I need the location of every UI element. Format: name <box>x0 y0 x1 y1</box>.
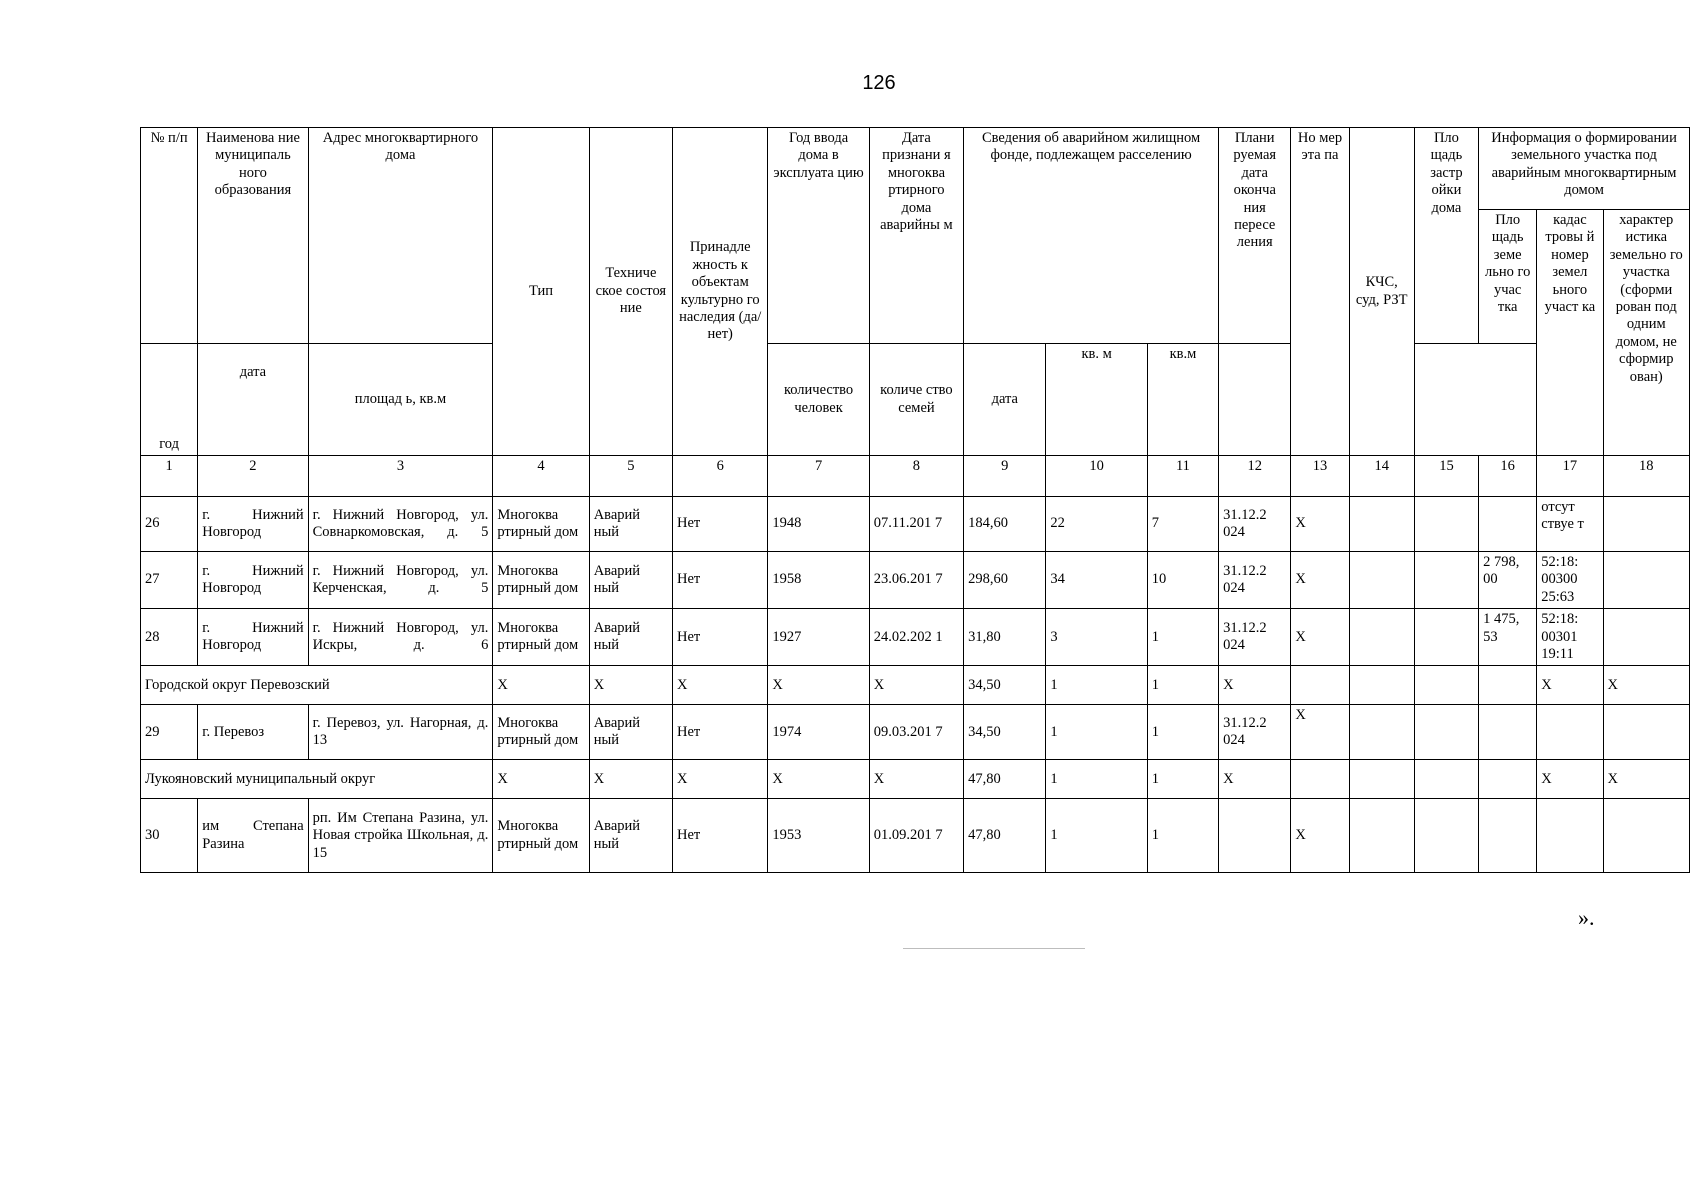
column-number: 7 <box>768 456 869 497</box>
group-date: Х <box>869 666 963 705</box>
row-state: Аварий ный <box>589 799 672 873</box>
row-heritage: Нет <box>673 497 768 552</box>
group-built-area <box>1414 760 1478 799</box>
column-number: 16 <box>1479 456 1537 497</box>
group-cadastral: Х <box>1537 760 1603 799</box>
row-year: 1953 <box>768 799 869 873</box>
row-year: 1927 <box>768 609 869 666</box>
group-type: Х <box>493 666 589 705</box>
group-families: 1 <box>1147 760 1218 799</box>
row-stage: Х <box>1291 552 1349 609</box>
row-land-characteristic <box>1603 552 1689 609</box>
column-number: 12 <box>1219 456 1291 497</box>
header-municipality: Наименова ние муниципаль ного образования <box>198 128 308 344</box>
row-stage: Х <box>1291 497 1349 552</box>
row-area: 47,80 <box>964 799 1046 873</box>
row-heritage: Нет <box>673 552 768 609</box>
header-land-group: Информация о формировании земельного участка под аварийным многоквартирным домом <box>1479 128 1690 210</box>
table-row <box>141 497 1690 552</box>
row-planned: 31.12.2 024 <box>1219 609 1291 666</box>
header-year: Год ввода дома в эксплуата цию <box>768 128 869 344</box>
group-date: Х <box>869 760 963 799</box>
group-heritage: Х <box>673 666 768 705</box>
row-land-area: 1 475, 53 <box>1479 609 1537 666</box>
row-address: г. Нижний Новгород, ул. Совнаркомовская, д. 5 <box>308 497 493 552</box>
header-families: количе ство семей <box>869 344 963 456</box>
row-type: Многоква ртирный дом <box>493 705 589 760</box>
page-number: 126 <box>862 72 896 94</box>
group-area: 47,80 <box>964 760 1046 799</box>
row-built-area <box>1414 609 1478 666</box>
row-planned <box>1219 799 1291 873</box>
group-land-area <box>1479 666 1537 705</box>
column-number: 6 <box>673 456 768 497</box>
row-cadastral <box>1537 705 1603 760</box>
group-label: Лукояновский муниципальный округ <box>141 760 493 799</box>
header-built-area: Пло щадь застр ойки дома <box>1414 128 1478 344</box>
row-area: 298,60 <box>964 552 1046 609</box>
separator-line <box>903 948 1085 949</box>
closing-quote-mark: ». <box>1578 905 1595 930</box>
group-state: Х <box>589 666 672 705</box>
column-number: 3 <box>308 456 493 497</box>
row-families: 1 <box>1147 799 1218 873</box>
row-people: 1 <box>1046 705 1147 760</box>
group-year: Х <box>768 666 869 705</box>
row-land-area <box>1479 799 1537 873</box>
row-cadastral: отсут ствуе т <box>1537 497 1603 552</box>
column-number: 4 <box>493 456 589 497</box>
row-municipality: г. Нижний Новгород <box>198 497 308 552</box>
row-area: 31,80 <box>964 609 1046 666</box>
group-people: 1 <box>1046 666 1147 705</box>
header-year-sub: год <box>141 344 198 456</box>
row-num: 28 <box>141 609 198 666</box>
row-type: Многоква ртирный дом <box>493 552 589 609</box>
row-num: 30 <box>141 799 198 873</box>
table-row <box>141 799 1690 873</box>
group-year: Х <box>768 760 869 799</box>
header-technical-state: Техниче ское состоя ние <box>589 128 672 456</box>
group-people: 1 <box>1046 760 1147 799</box>
group-kchs <box>1349 666 1414 705</box>
column-number: 15 <box>1414 456 1478 497</box>
row-families: 1 <box>1147 705 1218 760</box>
header-people: количество человек <box>768 344 869 456</box>
row-land-area: 2 798, 00 <box>1479 552 1537 609</box>
column-number: 11 <box>1147 456 1218 497</box>
row-num: 26 <box>141 497 198 552</box>
row-people: 3 <box>1046 609 1147 666</box>
table-row <box>141 609 1690 666</box>
header-planned-sub: дата <box>964 344 1046 456</box>
header-recognition-date: Дата признани я многоква ртирного дома аварийны м <box>869 128 963 344</box>
row-families: 10 <box>1147 552 1218 609</box>
header-stage: Но мер эта па <box>1291 128 1349 456</box>
table-row <box>141 552 1690 609</box>
row-date: 01.09.201 7 <box>869 799 963 873</box>
row-built-area <box>1414 552 1478 609</box>
row-heritage: Нет <box>673 609 768 666</box>
row-cadastral: 52:18: 00300 25:63 <box>1537 552 1603 609</box>
row-land-characteristic <box>1603 609 1689 666</box>
group-planned: Х <box>1219 760 1291 799</box>
group-area: 34,50 <box>964 666 1046 705</box>
row-land-area <box>1479 497 1537 552</box>
row-cadastral: 52:18: 00301 19:11 <box>1537 609 1603 666</box>
row-municipality: г. Перевоз <box>198 705 308 760</box>
row-land-characteristic <box>1603 705 1689 760</box>
row-date: 24.02.202 1 <box>869 609 963 666</box>
header-resettlement-group: Сведения об аварийном жилищном фонде, подлежащем расселению <box>964 128 1219 344</box>
group-heritage: Х <box>673 760 768 799</box>
group-kchs <box>1349 760 1414 799</box>
header-type: Тип <box>493 128 589 456</box>
row-people: 22 <box>1046 497 1147 552</box>
row-people: 34 <box>1046 552 1147 609</box>
row-year: 1948 <box>768 497 869 552</box>
row-built-area <box>1414 497 1478 552</box>
group-stage <box>1291 760 1349 799</box>
group-land-characteristic: Х <box>1603 760 1689 799</box>
header-built-area-sub: кв. м <box>1046 344 1147 456</box>
emergency-housing-table <box>140 127 1690 873</box>
table-row <box>141 705 1690 760</box>
row-type: Многоква ртирный дом <box>493 609 589 666</box>
row-stage: Х <box>1291 799 1349 873</box>
row-built-area <box>1414 799 1478 873</box>
header-cadastral: кадас тровы й номер земел ьного участ ка <box>1537 210 1603 456</box>
row-cadastral <box>1537 799 1603 873</box>
header-kchs: КЧС, суд, РЗТ <box>1349 128 1414 456</box>
row-area: 184,60 <box>964 497 1046 552</box>
group-built-area <box>1414 666 1478 705</box>
row-state: Аварий ный <box>589 609 672 666</box>
header-land-area: Пло щадь земе льно го учас тка <box>1479 210 1537 344</box>
row-kchs <box>1349 799 1414 873</box>
row-kchs <box>1349 497 1414 552</box>
column-number: 13 <box>1291 456 1349 497</box>
column-number: 1 <box>141 456 198 497</box>
row-state: Аварий ный <box>589 552 672 609</box>
row-area: 34,50 <box>964 705 1046 760</box>
row-address: г. Нижний Новгород, ул. Керченская, д. 5 <box>308 552 493 609</box>
column-number: 14 <box>1349 456 1414 497</box>
group-planned: Х <box>1219 666 1291 705</box>
column-number: 5 <box>589 456 672 497</box>
row-land-area <box>1479 705 1537 760</box>
row-year: 1958 <box>768 552 869 609</box>
row-planned: 31.12.2 024 <box>1219 552 1291 609</box>
group-type: Х <box>493 760 589 799</box>
row-address: рп. Им Степана Разина, ул. Новая стройка Школьная, д. 15 <box>308 799 493 873</box>
group-row-perevoz <box>141 666 1690 705</box>
header-planned-date: Плани руемая дата оконча ния пересе ления <box>1219 128 1291 344</box>
row-heritage: Нет <box>673 705 768 760</box>
row-num: 27 <box>141 552 198 609</box>
column-number: 8 <box>869 456 963 497</box>
header-area: площад ь, кв.м <box>308 344 493 456</box>
row-stage: Х <box>1291 705 1349 760</box>
column-numbers-row <box>141 456 1690 497</box>
row-built-area <box>1414 705 1478 760</box>
header-land-characteristic: характер истика земельно го участка (сформи рован под одним домом, не сформир ован) <box>1603 210 1689 456</box>
column-number: 10 <box>1046 456 1147 497</box>
row-families: 1 <box>1147 609 1218 666</box>
group-land-area <box>1479 760 1537 799</box>
group-state: Х <box>589 760 672 799</box>
header-heritage: Принадле жность к объектам культурно го наследия (да/нет) <box>673 128 768 456</box>
row-municipality: г. Нижний Новгород <box>198 609 308 666</box>
row-planned: 31.12.2 024 <box>1219 497 1291 552</box>
row-families: 7 <box>1147 497 1218 552</box>
row-land-characteristic <box>1603 799 1689 873</box>
row-year: 1974 <box>768 705 869 760</box>
column-number: 17 <box>1537 456 1603 497</box>
row-date: 07.11.201 7 <box>869 497 963 552</box>
group-families: 1 <box>1147 666 1218 705</box>
row-address: г. Нижний Новгород, ул. Искры, д. 6 <box>308 609 493 666</box>
header-land-area-sub: кв.м <box>1147 344 1218 456</box>
row-date: 23.06.201 7 <box>869 552 963 609</box>
header-date-sub: дата <box>198 344 308 456</box>
row-type: Многоква ртирный дом <box>493 497 589 552</box>
header-num: № п/п <box>141 128 198 344</box>
header-address: Адрес многоквартирного дома <box>308 128 493 344</box>
row-date: 09.03.201 7 <box>869 705 963 760</box>
row-state: Аварий ный <box>589 705 672 760</box>
group-label: Городской округ Перевозский <box>141 666 493 705</box>
row-type: Многоква ртирный дом <box>493 799 589 873</box>
row-state: Аварий ный <box>589 497 672 552</box>
row-municipality: г. Нижний Новгород <box>198 552 308 609</box>
row-land-characteristic <box>1603 497 1689 552</box>
column-number: 18 <box>1603 456 1689 497</box>
group-cadastral: Х <box>1537 666 1603 705</box>
group-row-lukoyanov <box>141 760 1690 799</box>
row-people: 1 <box>1046 799 1147 873</box>
column-number: 2 <box>198 456 308 497</box>
row-municipality: им Степана Разина <box>198 799 308 873</box>
row-heritage: Нет <box>673 799 768 873</box>
group-stage <box>1291 666 1349 705</box>
row-kchs <box>1349 552 1414 609</box>
row-kchs <box>1349 705 1414 760</box>
group-land-characteristic: Х <box>1603 666 1689 705</box>
column-number: 9 <box>964 456 1046 497</box>
row-num: 29 <box>141 705 198 760</box>
row-address: г. Перевоз, ул. Нагорная, д. 13 <box>308 705 493 760</box>
row-stage: Х <box>1291 609 1349 666</box>
row-planned: 31.12.2 024 <box>1219 705 1291 760</box>
row-kchs <box>1349 609 1414 666</box>
